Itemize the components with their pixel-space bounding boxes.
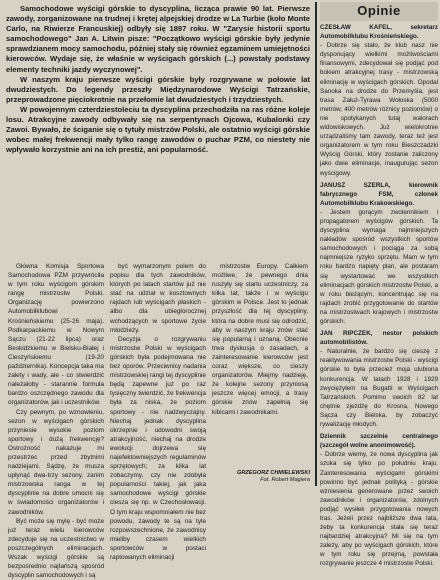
photo-credit: Fot. Robert Magiera: [260, 477, 310, 483]
opinion-text-3: - Naturalnie, że bardzo się cieszę z reaktywowania mistrzostw Polski - wyścigi górskie to była przecież moja ulubiona konkurencja. W latach 1928 i 1929 zwyciężyłem na Bugatti w Wyścigach Tatrzańskich. Pomimo swoich 82 lat chętnie zjeżdżę do Krosna, Nowego Sącza czy Bielska, by zobaczyć rywalizację młodych.: [320, 348, 438, 429]
author-name: GRZEGORZ CHMIELEWSKI: [236, 470, 310, 476]
opinion-text-4: - Dobrze wiemy, że nowa dyscyplina jak szuka się tylko po południu kraju. Zainteresowania wyścigami górskimi powinno być jednak polityką - górskie wzniesienia generowane przez swoich zawodników i organizatorów, zdolnych podjąć wysiłek przygotowania nowych tras. Jeżeli przez najbliższe dwa lata, żeby ta konkurencja stała się teraz najbardziej atrakcyjna? Mi się na tym zależy, aby po wyścigach górskich, które w tym roku się przejmą, powstała rozgrywanie jeszcze 4 mistrzostw Polski.: [320, 451, 438, 568]
column-divider: [315, 2, 317, 486]
article-column-1: [8, 262, 104, 580]
lead-paragraph-2: W naszym kraju pierwsze wyścigi górskie były rozgrywane w połowie lat dwudziestych. Do legendy przeszły Międzynarodowe Wyścigi Tatrzańskie, przeprowadzone pięciokrotnie na przełomie lat dwudziestych i trzydziestych.: [6, 74, 310, 104]
lead-paragraph-3: W powojennym czterdziestoleciu ta dyscyplina przechodziła na ras różne koleje losu. Atrakcyjne zawody odbywały się na serpentynach Ojcowa, Kubalonki czy Zawoi. Bywało, że ściganie się o tytuły mistrzów Polski, ale ostatnio wyścigi górskie wobec małej frekwencji mały tylko rangę zawodów o puchar PZM, co niestety nie wpływało korzystnie ani na ich prestiż, ani popularność.: [6, 104, 310, 155]
column-3-paragraph-1: mistrzostw Europy. Całkiem możliwe, że pewnego dnia ruszyły się startu uczestniczy, za kilka lat, także i w wyścigu górskim w Polsce. Jest to jednak przyszłość dla tej dyscypliny, która na dobre musi się odrodzić, aby w naszym kraju znów stać się popularną i uznaną. Obecnie trwa dyskusja o zasadach, a zainteresowanie kierowców jest coraz większe, co cieszy organizatorów. Miejmy nadzieję, że kolejne sezony przyniosą jeszcze więcej emocji, a trasy górskie znów zapełnią się kibicami i zawodnikami.: [212, 263, 308, 416]
column-2-paragraph-1: być wymarzonym polem do popisu dla tych zawodników, których po latach startów już nie stać na udział w kosztownych rajdach lub wyścigach płaskich - albo dla ubiegłorocznej wchodzących w sportowe życie młodzieży.: [110, 263, 206, 334]
column-1-paragraph-2: Czy pewnym, po wznowieniu, sezon w wyścigach górskich przyniesie wysokie poziom sportowy i dużą frekwencję? Ostrożność nakazuje mi przestrzec przed zbytnimi nadziejami. Sądzę, że musza upłynąć dwa-trzy sezony, zanim mistrzowska ranga w tej dyscyplinie na dobre umocni się w świadomości organizatorów i zawodników.: [8, 408, 104, 516]
opinion-author-1: CZESŁAW KAFEL, sekretarz Automobilklubu Krośnieńskiego.: [320, 24, 438, 41]
sidebar-body: [320, 23, 438, 569]
opinions-sidebar: [320, 2, 438, 569]
column-1-paragraph-1: Główna Komisja Sportowa Samochodowa PZM przywróciła w tym roku wyścigom górskim rangę mistrzostw Polski. Organizację powierzono Automobilklubowi Krośnieńskiemu (25-26 maja). Podkarpackiemu w Nowym Sączu (21-22 lipca) oraz Beskidzkiemu w Bielsku-Białej i Cieszyńskiemu (19-20 października). Koncepcja taka ma zalety i wady, ale - co stwierdzić należałoby - starannie formuła bardzo oszczędnego zawodu dla organizatorów, jak i uczestników.: [8, 263, 104, 407]
sidebar-title: Opinie: [320, 2, 438, 21]
article-column-3: [212, 262, 308, 417]
article-column-2: [110, 262, 206, 562]
opinion-author-4: Dziennik szczelnie centralnego (szczegół wolne anonimowość).: [320, 433, 438, 450]
column-2-paragraph-2: Decyzja o rozgrywaniu mistrzostw Polski w wyścigach górskich była podejmowana nie bez oporów. Przeciwnicy nadania mistrzowskiej rangi tej dyscyplinie będą zapewne już po raz tysięczny twierdzić, że frekwencja była za niska, że poziom sportowy - nie nadzwyczajny. Niechaj jednak dyscyplina okrzepnie i udowodni swoją atrakcyjność, niechaj na drodze ewolucji dojrzewa się najefektowniejszych regulaminów sprzętowych; za kilka lat zobaczymy, czy nie zdobyła popularności takiej, jak jaka samochodowe wyścigi górskie ciesza się np. w Czechosłowacji. O tym kraju wspomniałem nie bez powodu, zawody te są na tyle rozpowszechnione, że zawodnicy mieliby czasem wielkich sportowców w postaci raptowanych eliminacji: [110, 335, 206, 561]
opinion-author-2: JANUSZ SZERLA, kierownik fabrycznego FSM, członek Automobilklubu Krakowskiego.: [320, 181, 438, 207]
article-signature: [212, 470, 310, 484]
opinion-text-1: - Dobrze się stało, że klub nasz nie dysponujący wielkimi możliwościami finansowymi, zdecydował się podjąć pod bokiem atrakcyjnej trasy - mistrzowską eliminację w wyścigach górskich. Opodal Sanoka na drodze do Przemyśla, jest trasa Załuż-Tyrawa Wołoska (5000 metrów, 400 metrów różnicy poziomów) o nie spotykanych tutaj walorach widowiskowych. Już wielokrotnie urządzaliśmy tam zawody, teraz też jest organizatorem w tym roku Bieszczadzki Wyścig Górski, który zostanie zaliczony jako dwie eliminacje, inaugurując sezon wyścigowy.: [320, 42, 438, 177]
lead-paragraph-1: Samochodowe wyścigi górskie to dyscyplina, licząca prawie 90 lat. Pierwsze zawody, zorganizowane na trudnej i krętej alpejskiej drodze w La Turbie (koło Monte Carlo, na Riwierze Francuskiej) odbyły się 1897 roku. W "Zarysie historii sportu samochodowego" Jan A. Litwin pisze: "Początkowo wyścigi górskie były jedynie sprawdzianem mocy samochodu, później stały się również egzaminem umiejętności kierowców. Wydaje się, że właśnie w wyścigach górskich (...) powstały podstawy elementy techniki jazdy wyczynowej".: [6, 4, 310, 74]
opinion-author-3: JAN RIPCZEK, nestor polskich automobilistów.: [320, 330, 438, 347]
opinion-text-2: - Jestem gorącym zwolennikiem i propagatorem wyścigów górskich. Ta dyscyplina wymaga najmniejszych nakładów spośród wszystkich sportów samochodowych i pociąga za sobą najmniejsze ryzyko sprzętu. Mam w tym roku bardzo napięty plan, ale postaram się wystartować we wszystkich eliminacjach górskich mistrzostw Polski, a w roku bieżącym, koncentrując się na rajdach zrobić przygotowanie do startów na mistrzostwach krajowych i mistrzostw górskich.: [320, 208, 438, 325]
article-lead: [6, 4, 310, 155]
column-1-paragraph-3: Być może się mylę - być może już teraz wielu kierowców zdecyduje się na uczestnictwo w poszczególnych eliminacjach. Wszak wyścigi górskie są bezpośrednio najtańszą spośród dyscyplin samochodowych i są: [8, 517, 104, 580]
